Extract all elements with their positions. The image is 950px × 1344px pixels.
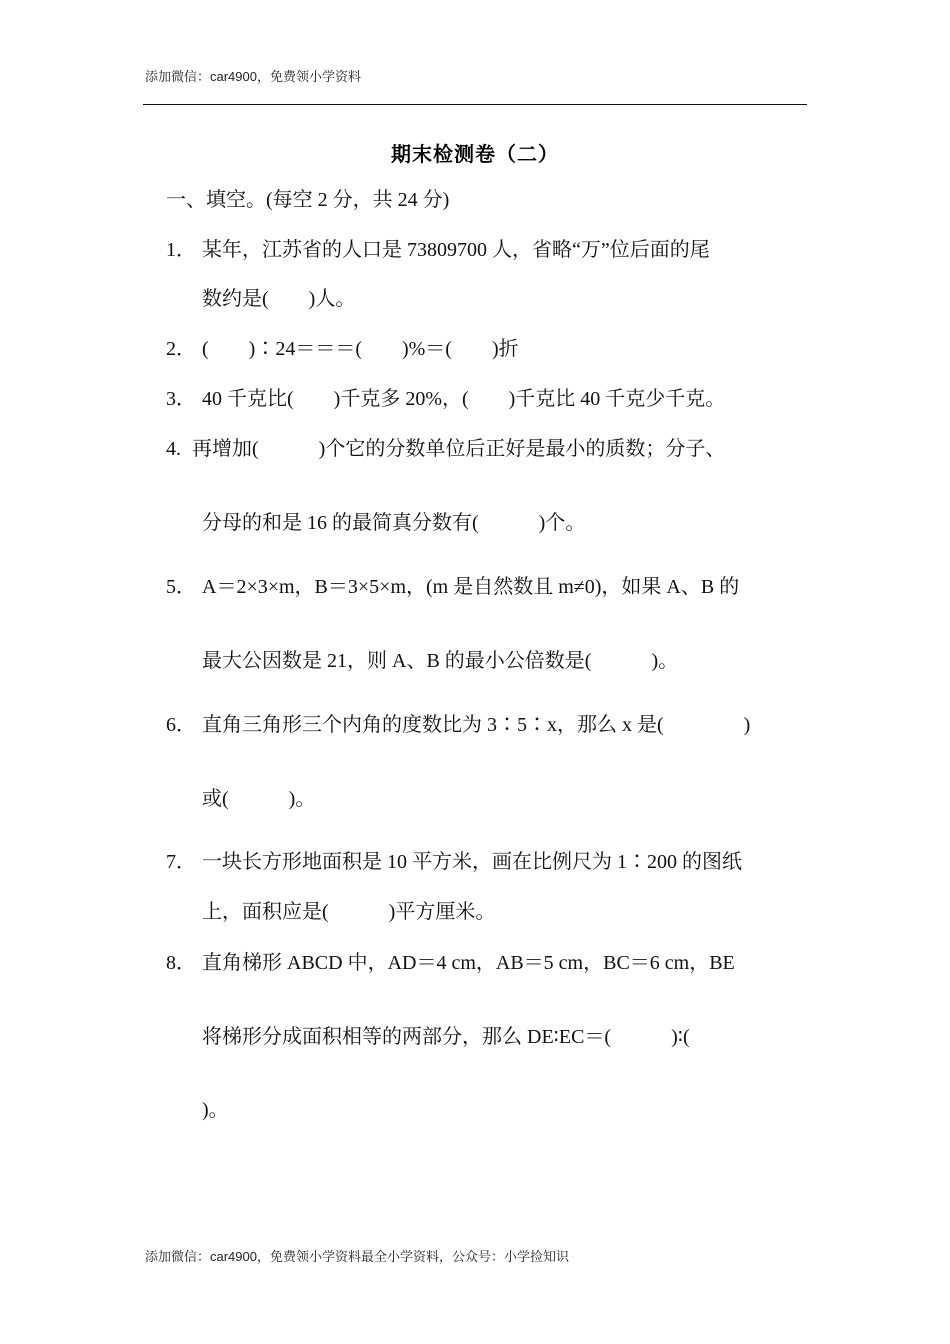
question-5-number: 5． [166,576,196,598]
question-6-line-1: 直角三角形三个内角的度数比为 3∶5∶x，那么 x 是( ) [202,714,751,736]
question-1-line-2: 数约是( )人。 [202,288,356,310]
question-4-line-1: 再增加( )个它的分数单位后正好是最小的质数；分子、 [192,438,726,460]
question-4-line-2: 分母的和是 16 的最简真分数有( )个。 [202,512,586,534]
question-8-line-2: 将梯形分成面积相等的两部分，那么 DE∶EC＝( )∶( [202,1026,690,1048]
question-6-line-2: 或( )。 [202,788,316,810]
header-divider [143,104,807,105]
question-3-line-1: 40 千克比( )千克多 20%，( )千克比 40 千克少千克。 [202,388,726,410]
question-4-number: 4. [166,438,181,460]
question-6-number: 6． [166,714,196,736]
page-title: 期末检测卷（二） [391,142,559,166]
question-7-line-2: 上，面积应是( )平方厘米。 [202,901,496,923]
footer-note: 添加微信：car4900，免费领小学资料最全小学资料，公众号：小学捡知识 [145,1249,569,1264]
question-8-line-1: 直角梯形 ABCD 中，AD＝4 cm，AB＝5 cm，BC＝6 cm，BE [202,952,735,974]
question-8-line-3: )。 [202,1099,229,1121]
question-1-line-1: 某年，江苏省的人口是 73809700 人，省略“万”位后面的尾 [202,239,710,261]
section-heading: 一、填空。(每空 2 分，共 24 分) [166,189,450,211]
question-7-line-1: 一块长方形地面积是 10 平方米，画在比例尺为 1∶200 的图纸 [202,851,742,873]
question-5-line-2: 最大公因数是 21，则 A、B 的最小公倍数是( )。 [202,650,679,672]
question-1-number: 1． [166,239,196,261]
question-7-number: 7． [166,851,196,873]
question-2-line-1: ( )∶24＝＝＝( )%＝( )折 [202,338,519,360]
question-3-number: 3． [166,388,196,410]
question-8-number: 8． [166,952,196,974]
question-2-number: 2． [166,338,196,360]
header-note: 添加微信：car4900，免费领小学资料 [145,69,361,84]
question-5-line-1: A＝2×3×m，B＝3×5×m，(m 是自然数且 m≠0)，如果 A、B 的 [202,576,740,598]
